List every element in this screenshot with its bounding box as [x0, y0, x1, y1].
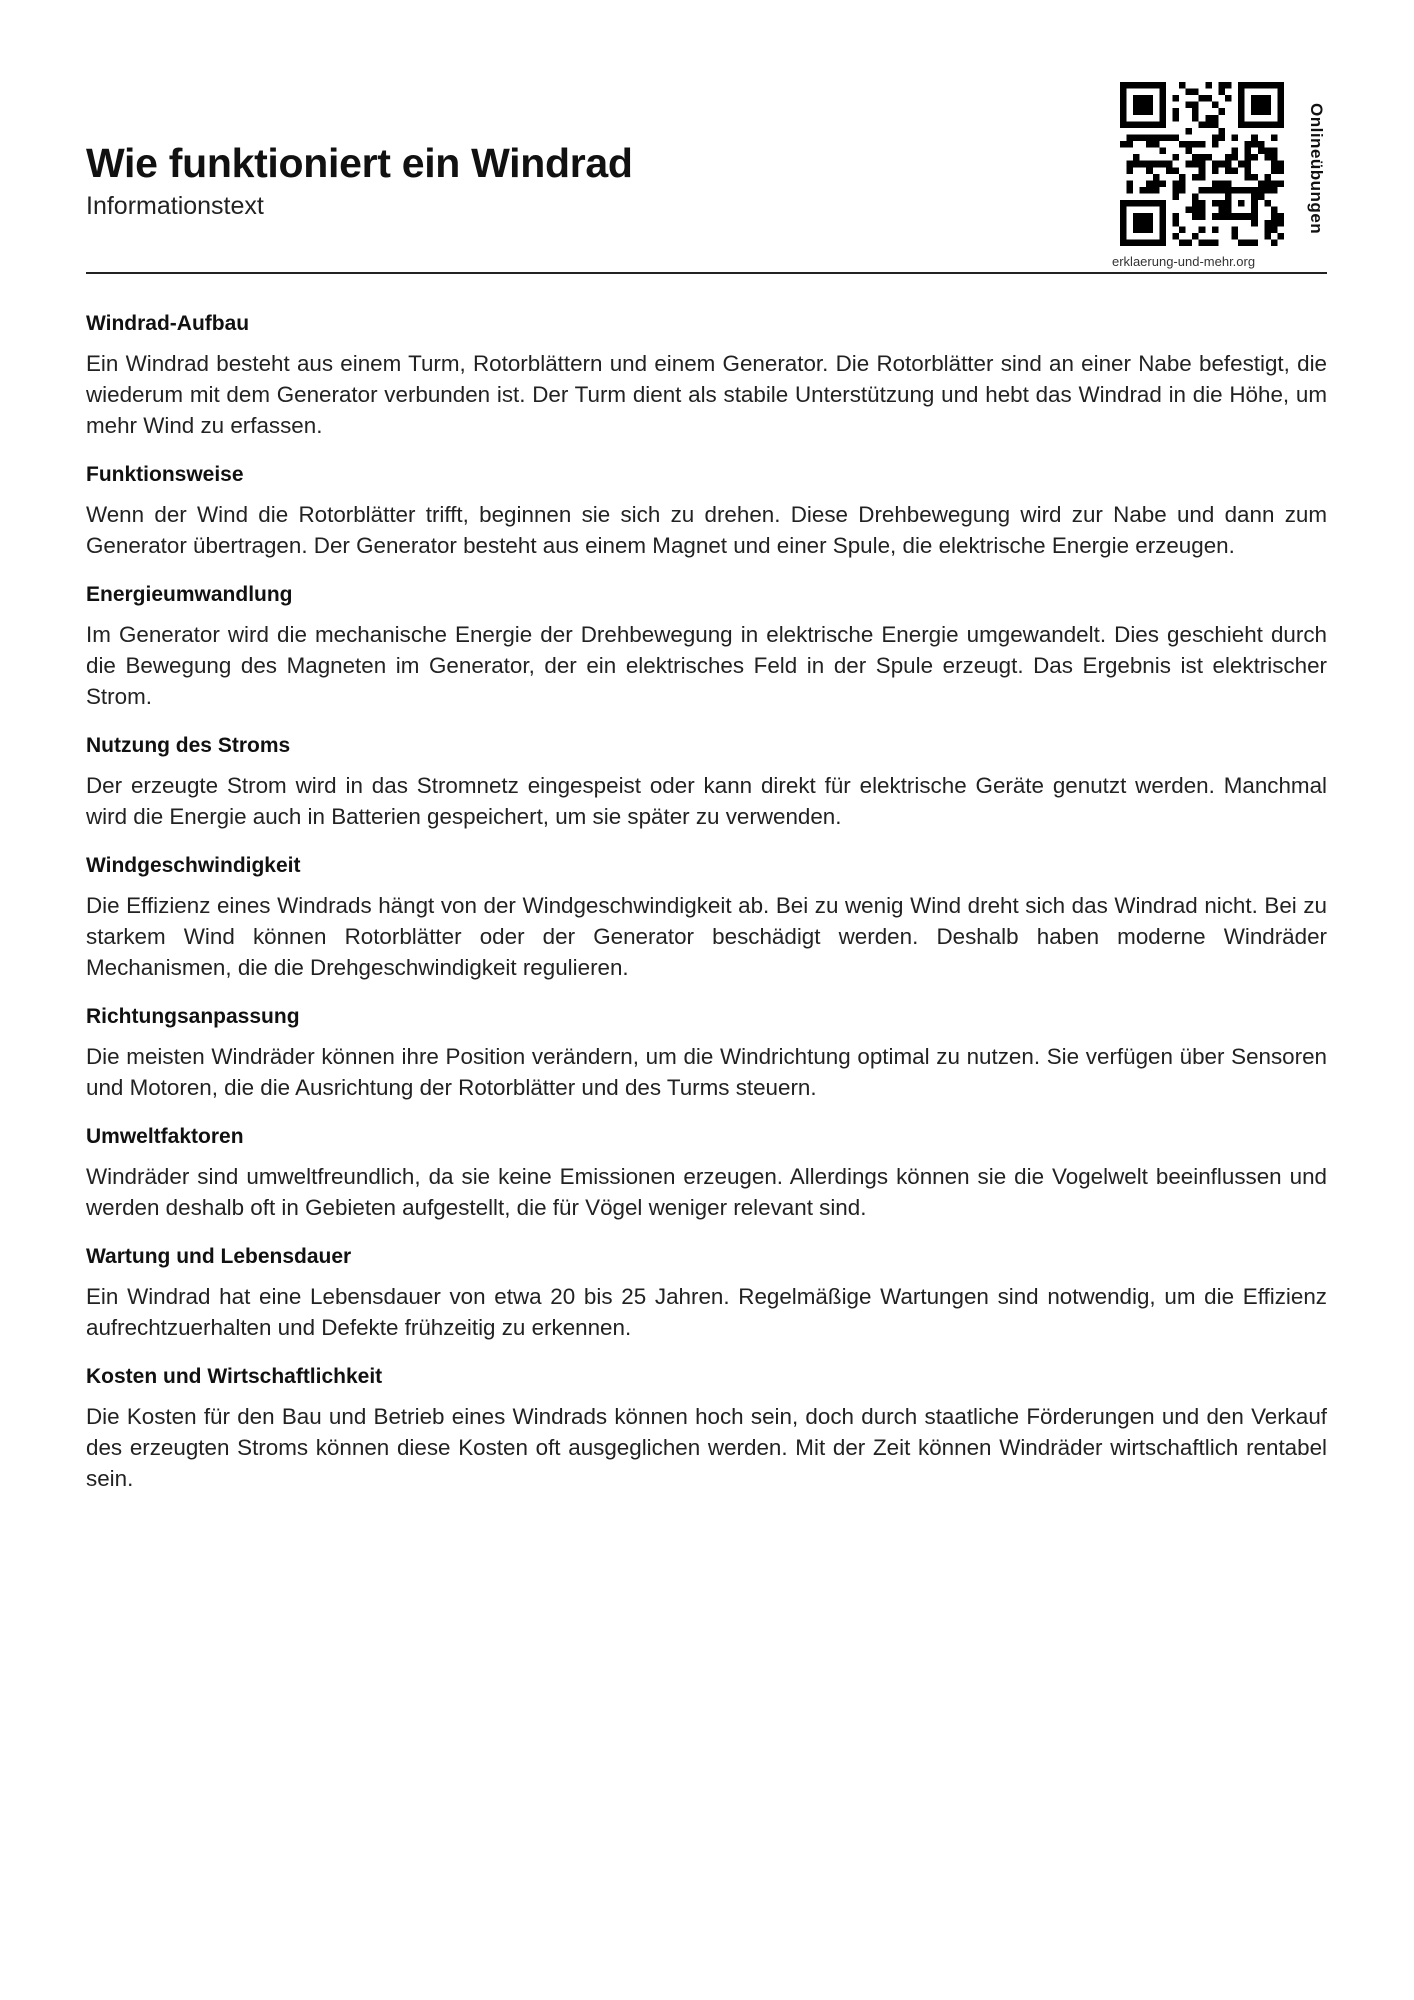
section	[86, 1122, 1327, 1223]
page-subtitle: Informationstext	[86, 192, 264, 220]
section-paragraph: Im Generator wird die mechanische Energie der Drehbewegung in elektrische Energie umgewandelt. Dies geschieht durch die Bewegung des Magneten im Generator, der ein elektrisches Feld in der Spule erzeugt. Das Ergebnis ist elektrischer Strom.	[86, 622, 1327, 709]
qr-code-block	[1106, 82, 1326, 272]
document-body	[86, 309, 1327, 1513]
section-paragraph: Ein Windrad hat eine Lebensdauer von etwa 20 bis 25 Jahren. Regelmäßige Wartungen sind notwendig, um die Effizienz aufrechtzuerhalten und Defekte frühzeitig zu erkennen.	[86, 1284, 1327, 1340]
page-title: Wie funktioniert ein Windrad	[86, 140, 633, 186]
section-heading: Nutzung des Stroms	[86, 734, 291, 757]
section-paragraph: Der erzeugte Strom wird in das Stromnetz eingespeist oder kann direkt für elektrische Geräte genutzt werden. Manchmal wird die Energie auch in Batterien gespeichert, um sie später zu verwenden.	[86, 773, 1327, 829]
section	[86, 851, 1327, 983]
section	[86, 580, 1327, 712]
section-heading: Richtungsanpassung	[86, 1005, 300, 1028]
section-paragraph: Wenn der Wind die Rotorblätter trifft, beginnen sie sich zu drehen. Diese Drehbewegung wird zur Nabe und dann zum Generator übertragen. Der Generator besteht aus einem Magnet und einer Spule, die elektrische Energie erzeugen.	[86, 502, 1327, 558]
document-header	[86, 138, 1086, 222]
section-paragraph: Die Kosten für den Bau und Betrieb eines Windrads können hoch sein, doch durch staatliche Förderungen und den Verkauf des erzeugten Stroms können diese Kosten oft ausgeglichen werden. Mit der Zeit können Windräder wirtschaftlich rentabel sein.	[86, 1404, 1327, 1491]
section-paragraph: Ein Windrad besteht aus einem Turm, Rotorblättern und einem Generator. Die Rotorblätter sind an einer Nabe befestigt, die wiederum mit dem Generator verbunden ist. Der Turm dient als stabile Unterstützung und hebt das Windrad in die Höhe, um mehr Wind zu erfassen.	[86, 351, 1327, 438]
section-paragraph: Die meisten Windräder können ihre Position verändern, um die Windrichtung optimal zu nutzen. Sie verfügen über Sensoren und Motoren, die die Ausrichtung der Rotorblätter und des Turms steuern.	[86, 1044, 1327, 1100]
qr-code-icon	[1120, 82, 1284, 246]
section-heading: Windrad-Aufbau	[86, 312, 250, 335]
section	[86, 1362, 1327, 1494]
section	[86, 1242, 1327, 1343]
section-heading: Energieumwandlung	[86, 583, 293, 606]
section	[86, 1002, 1327, 1103]
qr-url-label: erklaerung-und-mehr.org	[1112, 254, 1256, 269]
section-paragraph: Windräder sind umweltfreundlich, da sie keine Emissionen erzeugen. Allerdings können sie die Vogelwelt beeinflussen und werden deshalb oft in Gebieten aufgestellt, die für Vögel weniger relevant sind.	[86, 1164, 1327, 1220]
section	[86, 309, 1327, 441]
section-heading: Umweltfaktoren	[86, 1125, 244, 1148]
section-heading: Wartung und Lebensdauer	[86, 1245, 352, 1268]
header-divider	[86, 272, 1327, 274]
qr-side-label: Onlineübungen	[1307, 103, 1326, 235]
section-paragraph: Die Effizienz eines Windrads hängt von der Windgeschwindigkeit ab. Bei zu wenig Wind dreht sich das Windrad nicht. Bei zu starkem Wind können Rotorblätter oder der Generator beschädigt werden. Deshalb haben moderne Windräder Mechanismen, die die Drehgeschwindigkeit regulieren.	[86, 893, 1327, 980]
section-heading: Funktionsweise	[86, 463, 244, 486]
section-heading: Windgeschwindigkeit	[86, 854, 301, 877]
section-heading: Kosten und Wirtschaftlichkeit	[86, 1365, 383, 1388]
section	[86, 731, 1327, 832]
section	[86, 460, 1327, 561]
